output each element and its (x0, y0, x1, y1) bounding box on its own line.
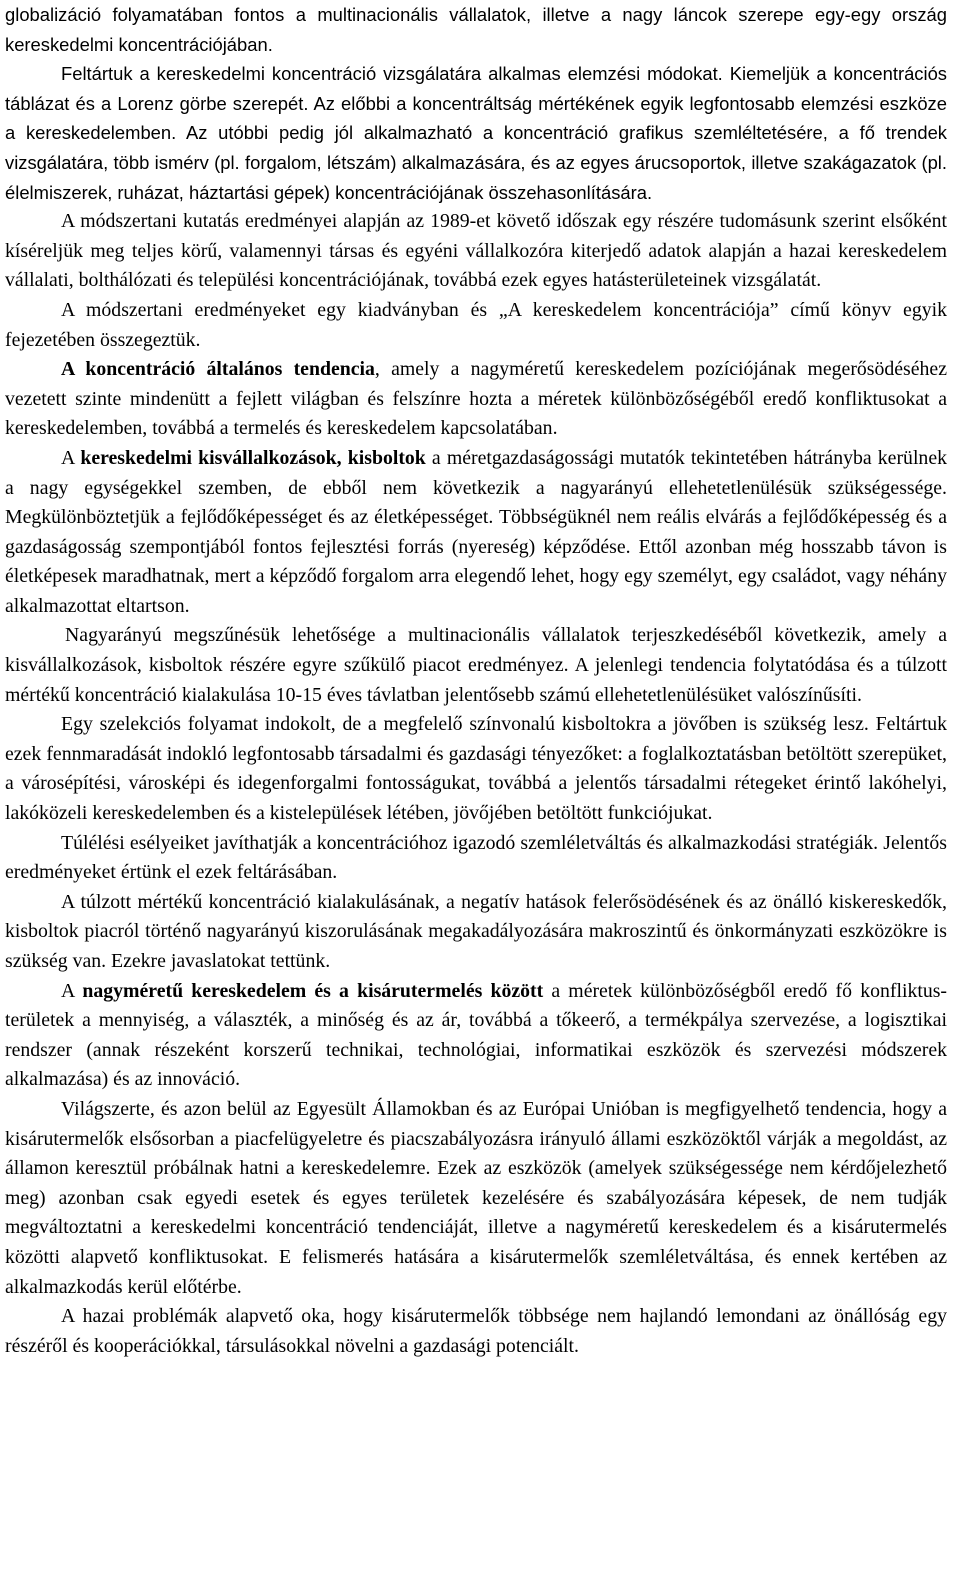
paragraph-text: globalizáció folyamatában fontos a multinacionális vállalatok, illetve a nagy láncok szerepe egy-egy ország kereskedelmi koncentrációjában. (5, 4, 947, 55)
paragraph-text: a méretek különbözőségből eredő fő konfliktus-területek a mennyiség, a választék, a minőség és az ár, továbbá a tőkeerő, a termékpálya szervezése, a logisztikai rendszer (annak részeként korszerű technikai, technológiai, informatikai eszközök és szervezési módszerek alkalmazása) és az innováció. (5, 979, 948, 1091)
paragraph-text: Nagyarányú megszűnésük lehetősége a multinacionális vállalatok terjeszkedéséből következik, amely a kisvállalkozások, kisboltok részére egyre szűkülő piacot eredményez. A jelenlegi tendencia folytatódása és a túlzott mértékű koncentráció kialakulása 10-15 éves távlatban jelentősebb számú ellehetetlenülésüket valószínűsíti. (5, 624, 947, 706)
paragraph-text: , amely a nagyméretű kereskedelem pozíciójának megerősödéséhez vezetett szinte mindenütt a fejlett világban és felszínre hozta a méretek különbözőségéből eredő konfliktusokat a kereskedelemben, továbbá a termelés és kereskedelem kapcsolatában. (5, 358, 947, 440)
paragraph-lead: A (61, 446, 81, 469)
paragraph-lead: A (61, 979, 83, 1002)
paragraph-text: Egy szelekciós folyamat indokolt, de a megfelelő színvonalú kisboltokra a jövőben is szükség lesz. Feltártuk ezek fennmaradását indokló legfontosabb társadalmi és gazdasági tényezőket: a foglalkoztatásban betöltött szerepüket, a városépítési, városképi és idegenforgalmi fontosságukat, továbbá a jelentős társadalmi rétegeket érintő lakóhelyi, lakóközeli kereskedelemben és a kistelepülések létében, jövőjében betöltött funkciójukat. (5, 713, 947, 825)
paragraph-text: A túlzott mértékű koncentráció kialakulásának, a negatív hatások felerősödésének és az önálló kiskereskedők, kisboltok piacról történő nagyarányú kiszorulásának megakadályozására makroszintű és önkormányzati eszközökre is szükség van. Ezekre javaslatokat tettünk. (5, 890, 947, 972)
paragraph-globalization (5, 0, 947, 59)
paragraph-bold-term: kereskedelmi kisvállalkozások, kisboltok (80, 446, 426, 469)
paragraph-worldwide-tendency (5, 1095, 947, 1302)
paragraph-text: Feltártuk a kereskedelmi koncentráció vizsgálatára alkalmas elemzési módokat. Kiemeljük a koncentrációs táblázat és a Lorenz görbe szerepét. Az előbbi a koncentráltság mértékének egyik legfontosabb elemzési eszköze a kereskedelemben. Az utóbbi pedig jól alkalmazható a koncentráció grafikus szemléltetésére, a fő trendek vizsgálatára, több ismérv (pl. forgalom, létszám) alkalmazására, és az egyes árucsoportok, illetve szakágazatok (pl. élelmiszerek, ruházat, háztartási gépek) koncentrációjának összehasonlítására. (5, 63, 947, 203)
paragraph-bold-term: nagyméretű kereskedelem és a kisárutermelés között (82, 979, 544, 1002)
paragraph-text: A módszertani eredményeket egy kiadványban és „A kereskedelem koncentrációja” című könyv egyik fejezetében összegeztük. (5, 298, 947, 351)
paragraph-bold-lead: A koncentráció általános tendencia (61, 358, 375, 381)
paragraph-publication (5, 296, 947, 355)
paragraph-selection-process (5, 710, 947, 828)
paragraph-domestic-problems (5, 1302, 947, 1361)
paragraph-small-businesses (5, 444, 947, 622)
paragraph-text: A módszertani kutatás eredményei alapján az 1989-et követő időszak egy részére tudomásunk szerint elsőként kíséreljük meg teljes körű, valamennyi társas és egyéni vállalkozóra kiterjedő adatok alapján a hazai kereskedelem vállalati, bolthálózati és települési koncentrációjának, továbbá ezek egyes hatásterületeinek vizsgálatát. (5, 210, 947, 292)
paragraph-analysis-methods (5, 59, 947, 207)
paragraph-disappearance (5, 621, 947, 710)
paragraph-methodological-research (5, 207, 947, 296)
paragraph-excessive-concentration (5, 888, 947, 977)
paragraph-conflict-areas (5, 977, 947, 1095)
paragraph-text: a méretgazdaságossági mutatók tekintetében hátrányba kerülnek a nagy egységekkel szemben, de ebből nem következik a nagyarányú ellehetetlenülésük szükségessége. Megkülönböztetjük a fejlődőképességet és az életképességet. Többségüknél nem reális elvárás a fejlődőképesség és a gazdaságosság szempontjából fontos fejlesztési forrás (nyereség) képződése. Ettől azonban még hosszabb távon is életképesek maradhatnak, mert a képződő forgalom arra elegendő lehet, hogy egy személyt, egy családot, vagy néhány alkalmazottat eltartson. (5, 446, 947, 617)
paragraph-text: A hazai problémák alapvető oka, hogy kisárutermelők többsége nem hajlandó lemondani az önállóság egy részéről és kooperációkkal, társulásokkal növelni a gazdasági potenciált. (5, 1305, 947, 1357)
paragraph-survival-chances (5, 829, 947, 888)
paragraph-text: Világszerte, és azon belül az Egyesült Államokban és az Európai Unióban is megfigyelhető tendencia, hogy a kisárutermelők elsősorban a piacfelügyeletre és piacszabályozásra irányuló állami eszközöktől várják a megoldást, az államon keresztül próbálnak hatni a kereskedelemre. Ezek az eszközök (amelyek szükségessége nem kérdőjelezhető meg) azonban csak egyedi esetek és egyes területek kezelésére és szabályozására képesek, de nem tudják megváltoztatni a kereskedelmi koncentráció tendenciáját, illetve a nagyméretű kereskedelem és a kisárutermelés közötti alapvető konfliktusokat. E felismerés hatására a kisárutermelők szemléletváltása, és ennek kertében az alkalmazkodás kerül előtérbe. (5, 1097, 947, 1298)
paragraph-text: Túlélési esélyeiket javíthatják a koncentrációhoz igazodó szemléletváltás és alkalmazkodási stratégiák. Jelentős eredményeket értünk el ezek feltárásában. (5, 831, 947, 884)
paragraph-general-tendency (5, 355, 947, 444)
